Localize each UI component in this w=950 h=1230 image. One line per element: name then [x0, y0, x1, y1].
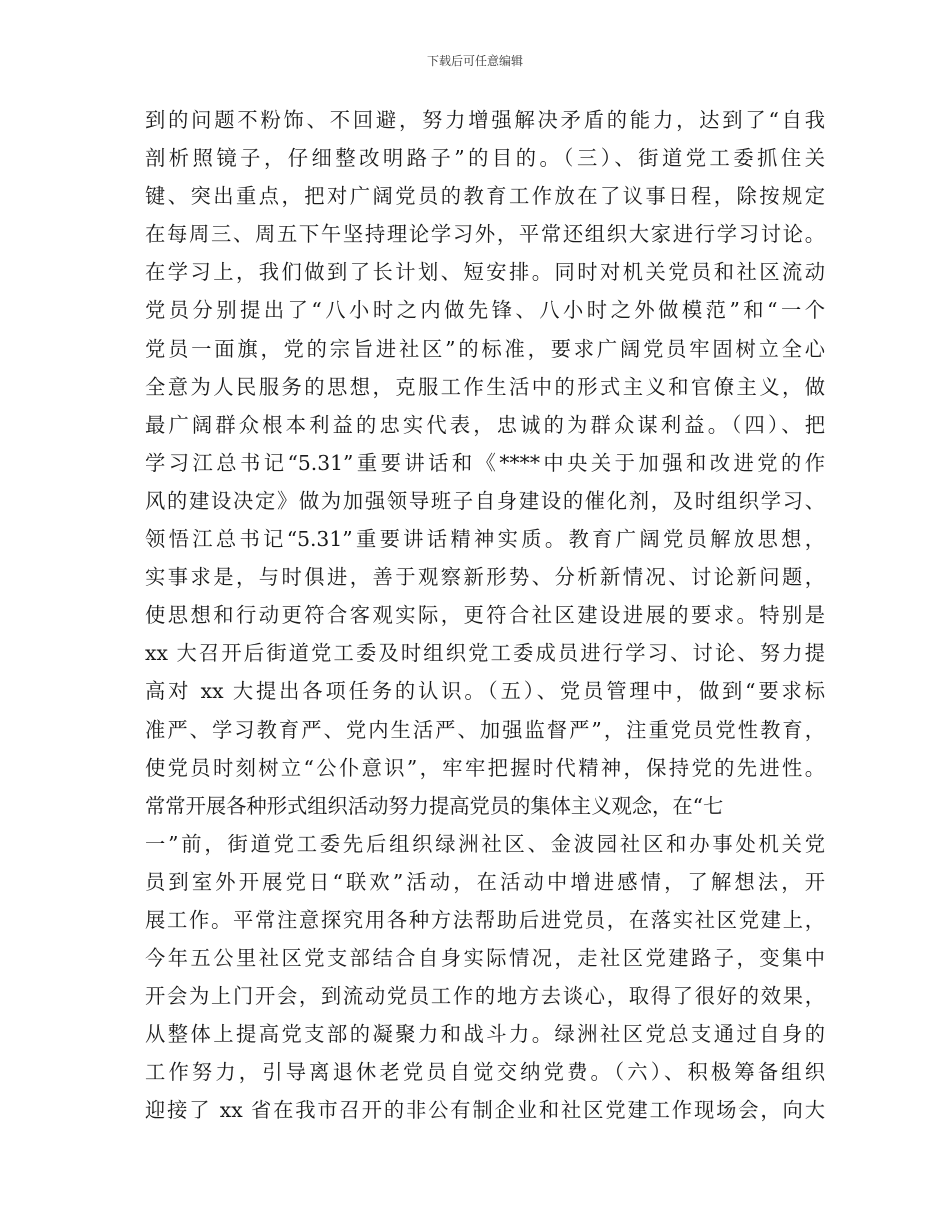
text-line: 剖析照镜子，仔细整改明路子”的目的。（三）、街道党工委抓住关 — [145, 146, 825, 171]
text-line: 风的建设决定》做为加强领导班子自身建设的催化剂，及时组织学习、 — [145, 488, 825, 513]
page-header: 下载后可任意编辑 — [426, 54, 523, 68]
text-line: 从整体上提高党支部的凝聚力和战斗力。绿洲社区党总支通过自身的 — [145, 1022, 825, 1047]
text-line: 实事求是，与时俱进，善于观察新形势、分析新情况、讨论新问题， — [145, 565, 825, 590]
text-line: 在学习上，我们做到了长计划、短安排。同时对机关党员和社区流动 — [145, 260, 825, 285]
text-line: 党员分别提出了“八小时之内做先锋、八小时之外做模范”和“一个 — [145, 298, 825, 323]
text-line: xx 大召开后街道党工委及时组织党工委成员进行学习、讨论、努力提 — [145, 641, 825, 666]
text-line: 到的问题不粉饰、不回避，努力增强解决矛盾的能力，达到了“自我 — [145, 108, 825, 132]
text-line: 高对 xx 大提出各项任务的认识。（五）、党员管理中，做到“要求标 — [145, 679, 825, 704]
text-line: 学习江总书记“5.31”重要讲话和《****中央关于加强和改进党的作 — [145, 450, 825, 475]
text-line: 最广阔群众根本利益的忠实代表，忠诚的为群众谋利益。（四）、把 — [145, 412, 825, 437]
text-line: 工作努力，引导离退休老党员自觉交纳党费。（六）、积极筹备组织 — [145, 1060, 825, 1085]
text-line: 今年五公里社区党支部结合自身实际情况，走社区党建路子，变集中 — [145, 946, 825, 971]
text-line: 准严、学习教育严、党内生活严、加强监督严”，注重党员党性教育， — [145, 717, 825, 742]
text-line: 常常开展各种形式组织活动努力提高党员的集体主义观念，在“七 — [145, 793, 724, 818]
text-line: 开会为上门开会，到流动党员工作的地方去谈心，取得了很好的效果， — [145, 984, 825, 1009]
text-line: 键、突出重点，把对广阔党员的教育工作放在了议事日程，除按规定 — [145, 184, 825, 209]
text-line: 员到室外开展党日“联欢”活动，在活动中增进感情，了解想法，开 — [145, 869, 825, 894]
text-line: 迎接了 xx 省在我市召开的非公有制企业和社区党建工作现场会，向大 — [145, 1098, 825, 1123]
text-line: 在每周三、周五下午坚持理论学习外，平常还组织大家进行学习讨论。 — [145, 222, 825, 247]
text-line: 展工作。平常注意探究用各种方法帮助后进党员，在落实社区党建上， — [145, 907, 825, 932]
text-line: 领悟江总书记“5.31”重要讲话精神实质。教育广阔党员解放思想， — [145, 527, 825, 552]
text-line: 党员一面旗，党的宗旨进社区”的标准，要求广阔党员牢固树立全心 — [145, 336, 825, 361]
text-line: 使思想和行动更符合客观实际，更符合社区建设进展的要求。特别是 — [145, 603, 825, 628]
document-body — [145, 101, 825, 1130]
text-line: 一”前，街道党工委先后组织绿洲社区、金波园社区和办事处机关党 — [145, 831, 825, 856]
text-line: 全意为人民服务的思想，克服工作生活中的形式主义和官僚主义，做 — [145, 374, 825, 399]
text-line: 使党员时刻树立“公仆意识”，牢牢把握时代精神，保持党的先进性。 — [145, 755, 825, 780]
